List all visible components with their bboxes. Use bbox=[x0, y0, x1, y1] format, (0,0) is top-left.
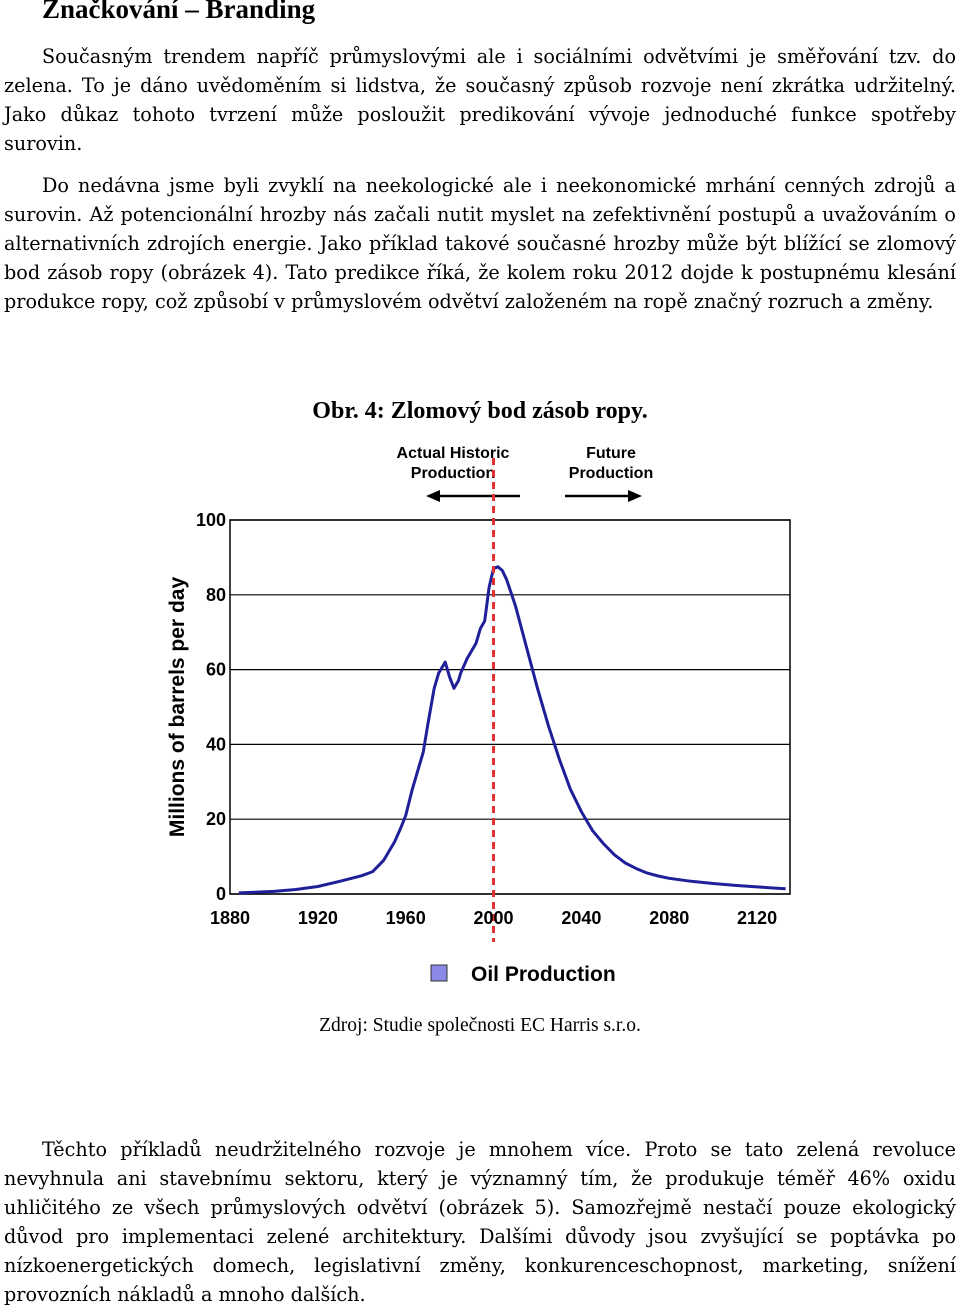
paragraph-1: Současným trendem napříč průmyslovými ale i sociálními odvětvími je směřování tzv. do zelena. To je dáno uvědoměním si lidstva, že současný způsob rozvoje není zkrátka udržitelný. Jako důkaz tohoto tvrzení může posloužit predikování vývoje jednoduché funkce spotřeby surovin. bbox=[4, 45, 956, 155]
section-heading: Značkování – Branding bbox=[42, 0, 316, 24]
plot-frame bbox=[230, 520, 790, 894]
chart-header bbox=[397, 445, 654, 502]
y-tick-label: 100 bbox=[195, 510, 226, 530]
x-tick-label: 2080 bbox=[649, 908, 690, 928]
y-tick-labels bbox=[196, 510, 226, 904]
x-tick-labels bbox=[210, 908, 777, 928]
legend-swatch bbox=[431, 965, 447, 981]
header-historic-label: Production bbox=[410, 465, 496, 482]
header-future-label: Future bbox=[586, 445, 636, 462]
y-tick-label: 60 bbox=[205, 659, 226, 680]
y-tick-label: 40 bbox=[205, 734, 226, 755]
header-future-label: Production bbox=[568, 465, 654, 482]
x-tick-label: 2000 bbox=[473, 908, 514, 928]
x-tick-label: 1960 bbox=[385, 908, 426, 928]
figure-source: Zdroj: Studie společnosti EC Harris s.r.o. bbox=[319, 1015, 641, 1036]
plot-area bbox=[230, 520, 790, 894]
x-tick-label: 1880 bbox=[209, 908, 251, 928]
paragraph-2: Do nedávna jsme byli zvyklí na neekologické ale i neekonomické mrhání cenných zdrojů a surovin. Až potencionální hrozby nás začali nutit myslet na zefektivnění postupů a uvažováním o alternativních zdrojích energie. Jako příklad takové současné hrozby může být blížící se zlomový bod zásob ropy (obrázek 4). Tato predikce říká, že kolem roku 2012 dojde k postupnému klesání produkce ropy, což způsobí v průmyslovém odvětví založeném na ropě značný rozruch a změny. bbox=[4, 174, 956, 313]
legend-label: Oil Production bbox=[471, 963, 616, 986]
historic-arrow-head bbox=[426, 490, 440, 502]
x-tick-label: 1920 bbox=[297, 908, 338, 928]
y-axis-label: Millions of barrels per day bbox=[166, 576, 189, 838]
oil-production-chart bbox=[0, 430, 960, 1000]
header-historic-label: Actual Historic bbox=[396, 445, 510, 462]
x-tick-label: 2120 bbox=[737, 908, 778, 928]
y-tick-label: 80 bbox=[205, 584, 226, 605]
x-tick-label: 2040 bbox=[561, 908, 602, 928]
paragraph-3: Těchto příkladů neudržitelného rozvoje je mnohem více. Proto se tato zelená revoluce nevyhnula ani stavebnímu sektoru, který je významný tím, že produkuje téměř 46% oxidu uhličitého ze všech průmyslových odvětví (obrázek 5). Samozřejmě nestačí pouze ekologický důvod pro implementaci zelené architektury. Dalšími důvody jsou zvyšující se poptávka po nízkoenergetických domech, legislativní změny, konkurenceschopnost, marketing, snížení provozních nákladů a mnoho dalších. bbox=[4, 1138, 956, 1306]
y-tick-label: 0 bbox=[215, 884, 226, 904]
y-tick-label: 20 bbox=[205, 809, 226, 830]
future-arrow-head bbox=[628, 490, 642, 502]
legend bbox=[431, 963, 616, 986]
figure-caption: Obr. 4: Zlomový bod zásob ropy. bbox=[312, 398, 648, 424]
